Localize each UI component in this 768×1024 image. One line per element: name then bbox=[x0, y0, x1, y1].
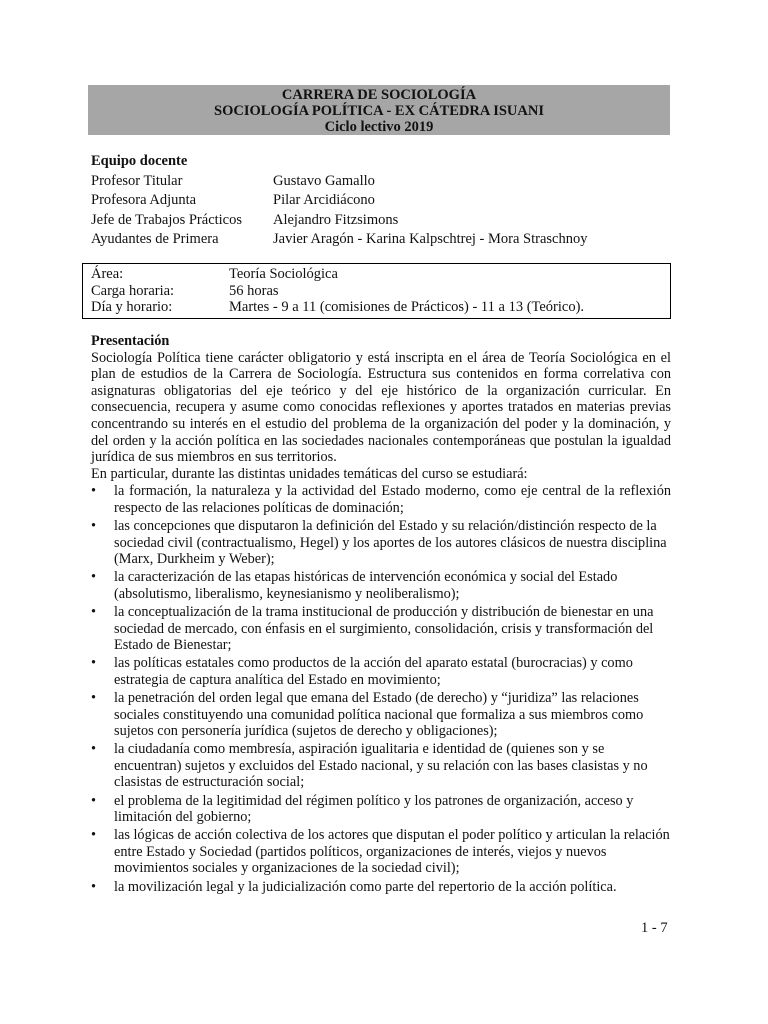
team-member: Javier Aragón - Karina Kalpschtrej - Mora Straschnoy bbox=[273, 231, 588, 247]
document-header bbox=[88, 85, 670, 135]
section-title: Presentación bbox=[91, 333, 170, 349]
list-item-text: las lógicas de acción colectiva de los actores que disputan el poder político y articulan la relación entre Estado y Sociedad (partidos políticos, organizaciones de interés, viejos y nuevos movimientos sociales y organizaciones de la sociedad civil); bbox=[114, 827, 670, 877]
team-title: Equipo docente bbox=[91, 153, 188, 169]
bullet-icon: • bbox=[91, 518, 97, 535]
list-item bbox=[91, 518, 671, 568]
info-row bbox=[91, 266, 670, 283]
info-label: Día y horario: bbox=[91, 299, 173, 315]
team-member: Alejandro Fitzsimons bbox=[273, 211, 399, 228]
info-label: Carga horaria: bbox=[91, 282, 175, 299]
list-item bbox=[91, 655, 671, 688]
list-item-text: el problema de la legitimidad del régimen político y los patrones de organización, acceso y limitación del gobierno; bbox=[114, 792, 634, 826]
team-row bbox=[91, 230, 671, 250]
team-role: Ayudantes de Primera bbox=[91, 231, 219, 247]
info-label: Área: bbox=[91, 266, 124, 282]
info-row bbox=[91, 283, 670, 300]
list-item-text: la ciudadanía como membresía, aspiración igualitaria e identidad de (quienes son y se encuentran) sujetos y excluidos del Estado nacional, y su relación con las bases clasistas y no clasistas de estructuración social; bbox=[114, 741, 648, 791]
team-member: Pilar Arcidiácono bbox=[273, 192, 375, 208]
list-item bbox=[91, 690, 671, 740]
team-role: Jefe de Trabajos Prácticos bbox=[91, 211, 243, 228]
team-role: Profesor Titular bbox=[91, 172, 183, 189]
bullet-icon: • bbox=[91, 792, 97, 809]
list-item bbox=[91, 879, 671, 896]
list-item bbox=[91, 741, 671, 791]
team-row bbox=[91, 172, 671, 192]
bullet-icon: • bbox=[91, 655, 97, 672]
list-item bbox=[91, 827, 671, 877]
header-career: CARRERA DE SOCIOLOGÍA bbox=[281, 87, 477, 103]
page-number: 1 - 7 bbox=[641, 920, 668, 936]
list-item-text: las políticas estatales como productos de la acción del aparato estatal (burocracias) y como estrategia de captura analítica del Estado en movimiento; bbox=[114, 655, 633, 688]
list-item bbox=[91, 604, 671, 654]
teaching-team bbox=[91, 152, 671, 250]
list-item bbox=[91, 569, 671, 602]
bullet-icon: • bbox=[91, 483, 97, 500]
info-value: Teoría Sociológica bbox=[229, 266, 338, 282]
list-item-text: la penetración del orden legal que emana del Estado (de derecho) y “juridiza” las relaciones sociales constituyendo una comunidad política nacional que formaliza a sus miembros como sujetos con personería jurídica (sujetos de derecho y obligaciones); bbox=[114, 689, 644, 740]
bullet-icon: • bbox=[91, 689, 97, 706]
list-item-text: la formación, la naturaleza y la actividad del Estado moderno, como eje central de la reflexión respecto de las relaciones políticas de dominación; bbox=[114, 483, 671, 516]
presentation-section bbox=[91, 333, 671, 897]
bullet-icon: • bbox=[91, 604, 97, 620]
list-item bbox=[91, 483, 671, 516]
header-year: Ciclo lectivo 2019 bbox=[324, 119, 434, 135]
list-item-text: la movilización legal y la judicialización como parte del repertorio de la acción política. bbox=[114, 878, 617, 895]
list-item bbox=[91, 793, 671, 826]
info-value: 56 horas bbox=[229, 282, 279, 299]
bullet-icon: • bbox=[91, 569, 97, 586]
lead-sentence: En particular, durante las distintas unidades temáticas del curso se estudiará: bbox=[91, 465, 528, 482]
info-row bbox=[91, 299, 670, 316]
team-role: Profesora Adjunta bbox=[91, 192, 197, 208]
info-value: Martes - 9 a 11 (comisiones de Prácticos) - 11 a 13 (Teórico). bbox=[229, 299, 585, 315]
bullet-icon: • bbox=[91, 827, 97, 844]
list-item-text: la conceptualización de la trama institucional de producción y distribución de bienestar en una sociedad de mercado, con énfasis en el surgimiento, consolidación, crisis y transformación del Estado de Bienestar; bbox=[114, 604, 654, 654]
list-item-text: las concepciones que disputaron la definición del Estado y su relación/distinción respecto de la sociedad civil (contractualismo, Hegel) y los aportes de los autores clásicos de nuestra disciplina (Marx, Durkheim y Weber); bbox=[114, 518, 667, 568]
team-member: Gustavo Gamallo bbox=[273, 172, 375, 189]
topics-list bbox=[91, 483, 671, 895]
list-item-text: la caracterización de las etapas históricas de intervención económica y social del Estado (absolutismo, liberalismo, keynesianismo y neoliberalismo); bbox=[114, 569, 618, 602]
bullet-icon: • bbox=[91, 878, 97, 895]
team-row bbox=[91, 191, 671, 211]
intro-paragraph: Sociología Política tiene carácter obligatorio y está inscripta en el área de Teoría Sociológica en el plan de estudios de la Carrera de Sociología. Estructura sus contenidos en forma correlativa con asignaturas obligatorias del eje teórico y del eje histórico de la organización curricular. En consecuencia, recupera y asume como conocidas reflexiones y aportes tratados en materias previas concentrando su interés en el estudio del problema de la organización del poder y la dominación, y del orden y la acción política en las sociedades nacionales contemporáneas que postulan la igualdad jurídica de sus miembros en sus territorios. bbox=[91, 349, 671, 466]
header-course: SOCIOLOGÍA POLÍTICA - EX CÁTEDRA ISUANI bbox=[214, 103, 544, 119]
course-info-box bbox=[82, 263, 671, 319]
team-row bbox=[91, 211, 671, 231]
bullet-icon: • bbox=[91, 741, 97, 758]
